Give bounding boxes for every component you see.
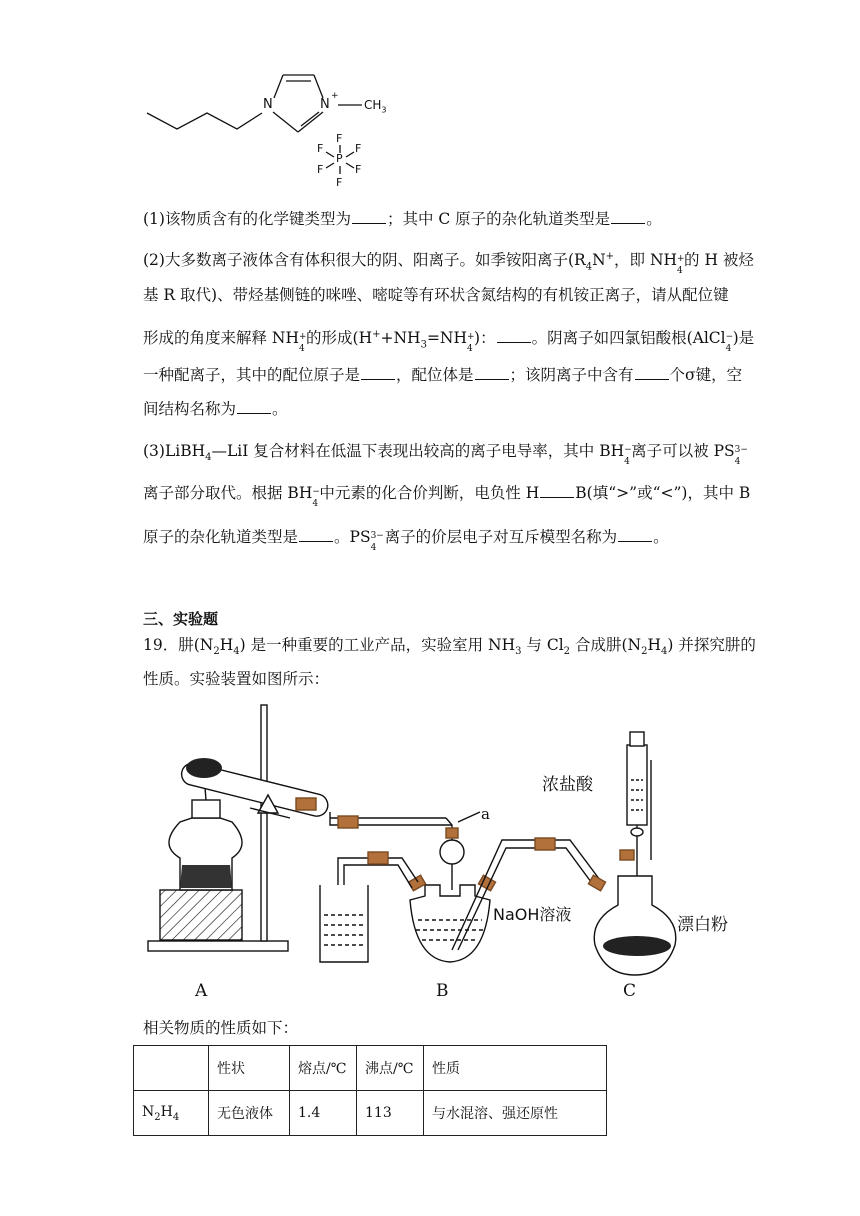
q2-l1d: 的 H 被烃 bbox=[684, 251, 754, 270]
q1-text-2: ；其中 C 原子的杂化轨道类型是 bbox=[386, 210, 611, 228]
bh4-minus-2: − bbox=[312, 487, 320, 497]
atom-n2: N bbox=[320, 97, 330, 112]
nh3-sub-19: 3 bbox=[515, 646, 522, 658]
label-C: C bbox=[623, 981, 637, 1001]
nh4-sub-2: 4 bbox=[299, 344, 305, 355]
question-3-line-3 bbox=[143, 527, 723, 553]
q3-l3b: 。PS bbox=[334, 528, 371, 546]
question-2-line-1 bbox=[143, 247, 754, 277]
properties-table bbox=[133, 1045, 607, 1136]
q2-l1b: N bbox=[592, 251, 606, 270]
q2-l3g: )是 bbox=[732, 329, 755, 348]
ps4-3minus: 3− bbox=[734, 445, 748, 455]
q1-blank-2 bbox=[611, 209, 645, 224]
question-1 bbox=[143, 209, 723, 229]
q19-l1f: ) 并探究肼的 bbox=[667, 636, 756, 654]
q2-l5b: 。 bbox=[272, 400, 288, 418]
nh4-charge-2 bbox=[299, 332, 307, 355]
question-2-line-2 bbox=[143, 285, 729, 305]
header-cell-0 bbox=[134, 1046, 209, 1091]
q19-l1e: 合成肼(N bbox=[570, 636, 642, 654]
q1-text-1: (1)该物质含有的化学键类型为 bbox=[143, 210, 351, 228]
atom-n1: N bbox=[263, 97, 273, 112]
question-3-line-2 bbox=[143, 483, 751, 509]
q3-blank-2 bbox=[299, 527, 333, 542]
bh4-sub-2: 4 bbox=[312, 499, 319, 509]
atom-f-ur: F bbox=[355, 142, 362, 155]
q2-blank-5 bbox=[237, 399, 271, 414]
q3-l1a: (3)LiBH bbox=[143, 442, 206, 460]
q19-l1c: ) 是一种重要的工业产品，实验室用 NH bbox=[239, 636, 516, 654]
cell-name-n: N bbox=[142, 1103, 155, 1120]
libh4-sub: 4 bbox=[205, 452, 212, 464]
q19-l2: 性质。实验装置如图所示： bbox=[143, 670, 330, 688]
q2-blank-4 bbox=[635, 365, 669, 380]
cl2-sub: 2 bbox=[563, 646, 571, 658]
q3-blank-1 bbox=[540, 483, 574, 498]
methyl-label: CH bbox=[364, 98, 382, 112]
label-naoh: NaOH溶液 bbox=[493, 905, 572, 924]
n2h4b-sub2: 2 bbox=[641, 646, 648, 658]
ps4-3minus-2: 3− bbox=[370, 531, 384, 541]
q19-l1b: H bbox=[219, 636, 234, 654]
nh4-charge-3 bbox=[467, 332, 475, 355]
q19-l1a: 19．肼(N bbox=[143, 636, 214, 654]
nh3-sub: 3 bbox=[420, 339, 427, 351]
n2h4-sub4: 4 bbox=[233, 646, 240, 658]
section-3-title: 三、实验题 bbox=[143, 610, 219, 628]
ps4-charge-2 bbox=[370, 531, 385, 553]
table-intro: 相关物质的性质如下： bbox=[143, 1019, 299, 1037]
cell-name bbox=[134, 1091, 209, 1136]
q2-l3a: 形成的角度来解释 NH bbox=[143, 329, 300, 348]
n2h4-sub2: 2 bbox=[213, 646, 220, 658]
q2-l3d: =NH bbox=[426, 329, 468, 348]
alcl4-charge bbox=[725, 332, 734, 355]
header-cell-state: 性状 bbox=[209, 1046, 290, 1091]
q2-l1a: (2)大多数离子液体含有体积很大的阴、阳离子。如季铵阳离子(R bbox=[143, 251, 586, 270]
bh4-charge-2 bbox=[312, 487, 320, 509]
label-A: A bbox=[195, 981, 208, 1001]
q2-blank-3 bbox=[475, 365, 509, 380]
label-a-small: a bbox=[481, 805, 490, 823]
q2-l4b: ，配位体是 bbox=[396, 366, 474, 384]
q2-l4a: 一种配离子，其中的配位原子是 bbox=[143, 366, 361, 384]
q2-l4d: 个σ键，空 bbox=[669, 366, 743, 384]
q2-blank-2 bbox=[361, 365, 395, 380]
atom-p: P bbox=[336, 152, 343, 165]
alcl4-minus: − bbox=[725, 332, 734, 343]
q2-l3f: 。阴离子如四氯铝酸根(AlCl bbox=[531, 329, 726, 348]
nh4-sub-3: 4 bbox=[467, 344, 473, 355]
n2h4b-sub4: 4 bbox=[660, 646, 668, 658]
q3-l2c: B(填“>”或“<”)，其中 B bbox=[575, 484, 751, 502]
cell-name-sub4: 4 bbox=[172, 1111, 180, 1123]
q2-l1-sub: 4 bbox=[585, 261, 593, 273]
q2-l3b: 的形成(H bbox=[306, 329, 373, 348]
bh4-sub: 4 bbox=[624, 457, 630, 467]
q2-l3c: +NH bbox=[380, 329, 421, 348]
table-header-row bbox=[134, 1046, 607, 1091]
question-19-line-2 bbox=[143, 669, 723, 689]
atom-f-ul: F bbox=[317, 142, 324, 155]
q19-h: H bbox=[647, 636, 661, 654]
label-hcl: 浓盐酸 bbox=[542, 775, 593, 795]
ionic-liquid-structure bbox=[140, 60, 400, 200]
bh4-charge bbox=[624, 445, 632, 467]
cell-bp: 113 bbox=[357, 1091, 424, 1136]
header-cell-bp: 沸点/℃ bbox=[357, 1046, 424, 1091]
cell-name-sub2: 2 bbox=[154, 1111, 161, 1123]
table-row bbox=[134, 1091, 607, 1136]
q1-blank-1 bbox=[352, 209, 386, 224]
question-2-line-4 bbox=[143, 365, 743, 385]
q2-l2: 基 R 取代)、带烃基侧链的咪唑、嘧啶等有环状含氮结构的有机铵正离子，请从配位键 bbox=[143, 286, 729, 304]
ps4-charge bbox=[734, 445, 749, 467]
q3-l1b: —LiI 复合材料在低温下表现出较高的离子电导率，其中 BH bbox=[211, 442, 625, 460]
cell-state: 无色液体 bbox=[209, 1091, 290, 1136]
cell-mp: 1.4 bbox=[290, 1091, 357, 1136]
nh4-charge bbox=[677, 254, 685, 277]
methyl-subscript: 3 bbox=[381, 105, 387, 115]
methyl-group bbox=[364, 98, 387, 114]
q3-l2b: 中元素的化合价判断，电负性 H bbox=[319, 484, 540, 502]
question-2-line-5 bbox=[143, 399, 723, 419]
q2-l4c: ；该阴离子中含有 bbox=[509, 366, 634, 384]
q2-l5a: 间结构名称为 bbox=[143, 400, 237, 418]
atom-f-ll: F bbox=[317, 163, 324, 176]
alcl4-sub: 4 bbox=[725, 344, 732, 355]
ps4-sub: 4 bbox=[734, 457, 741, 467]
q3-l3c: 离子的价层电子对互斥模型名称为 bbox=[384, 528, 618, 546]
nh4-plus-2: + bbox=[299, 332, 307, 343]
question-3-line-1 bbox=[143, 441, 748, 468]
apparatus-drawing bbox=[140, 700, 760, 1005]
atom-f-top: F bbox=[336, 132, 343, 145]
q2-blank-1 bbox=[497, 328, 531, 343]
q1-text-3: 。 bbox=[646, 210, 662, 228]
structure-bonds bbox=[140, 60, 400, 200]
nh4-plus-3: + bbox=[467, 332, 475, 343]
label-bleach: 漂白粉 bbox=[677, 915, 728, 935]
ps4-sub-2: 4 bbox=[370, 543, 377, 553]
atom-f-lr: F bbox=[355, 163, 362, 176]
bh4-minus: − bbox=[624, 445, 632, 455]
cell-name-h: H bbox=[160, 1103, 173, 1120]
apparatus-diagram bbox=[140, 700, 760, 1005]
q3-l2a: 离子部分取代。根据 BH bbox=[143, 484, 313, 502]
q2-l1-sup: + bbox=[605, 251, 615, 262]
header-cell-mp: 熔点/℃ bbox=[290, 1046, 357, 1091]
nh4-plus: + bbox=[677, 254, 685, 265]
atom-n2-charge: + bbox=[331, 91, 339, 101]
label-B: B bbox=[436, 981, 449, 1001]
q3-l3a: 原子的杂化轨道类型是 bbox=[143, 528, 299, 546]
q3-l3d: 。 bbox=[653, 528, 669, 546]
h-plus: + bbox=[372, 329, 381, 340]
q3-blank-3 bbox=[618, 527, 652, 542]
atom-f-bottom: F bbox=[336, 176, 343, 189]
question-19-line-1 bbox=[143, 635, 756, 662]
question-2-line-3 bbox=[143, 325, 755, 355]
cell-prop: 与水混溶、强还原性 bbox=[424, 1091, 607, 1136]
q3-l1c: 离子可以被 PS bbox=[631, 442, 735, 460]
nh4-sub: 4 bbox=[677, 266, 683, 277]
q19-l1d: 与 Cl bbox=[521, 636, 564, 654]
q2-l1c: ，即 NH bbox=[614, 251, 678, 270]
q2-l3e: )： bbox=[474, 329, 496, 348]
header-cell-prop: 性质 bbox=[424, 1046, 607, 1091]
